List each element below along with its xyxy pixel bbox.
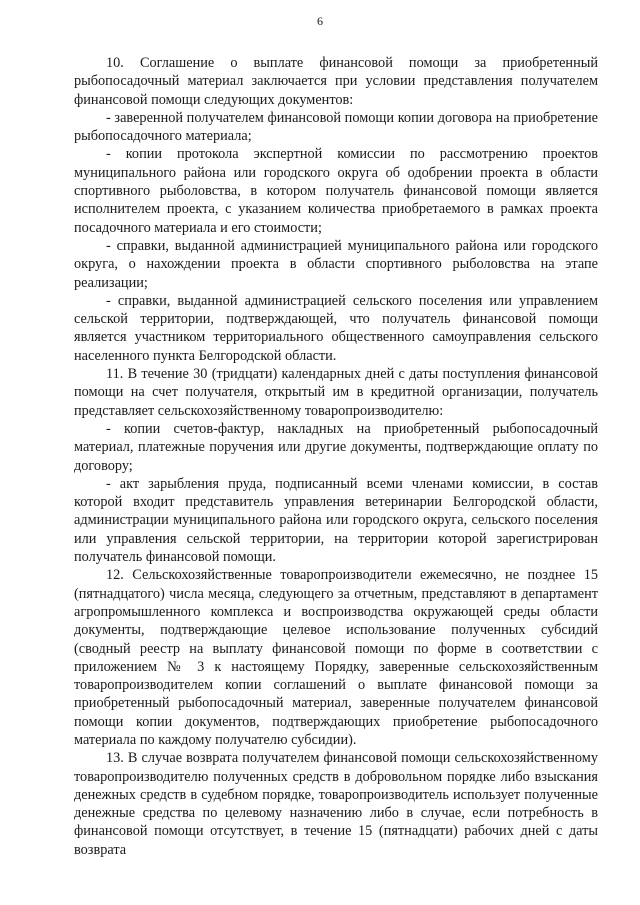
paragraph-10-item-settlement-certificate: - справки, выданной администрацией сельского поселения или управлением сельской территории, подтверждающей, что получатель финансовой помощи является участником территориального общественного самоуправления сельского населенного пункта Белгородской области. (74, 292, 598, 364)
document-body (74, 54, 598, 859)
paragraph-12: 12. Сельскохозяйственные товаропроизводители ежемесячно, не позднее 15 (пятнадцатого) числа месяца, следующего за отчетным, представляют в департамент агропромышленного комплекса и воспроизводства окружающей среды области документы, подтверждающие целевое использование полученных субсидий (сводный реестр на выплату финансовой помощи по форме в соответствии с приложением № 3 к настоящему Порядку, заверенные сельскохозяйственным товаропроизводителем копии соглашений о выплате финансовой помощи за приобретенный рыбопосадочный материал, заверенные получателем финансовой помощи копии документов, подтверждающих приобретение рыбопосадочного материала по каждому получателю субсидии). (74, 567, 598, 748)
page-number: 6 (317, 14, 323, 28)
paragraph-11-item-invoices: - копии счетов-фактур, накладных на приобретенный рыбопосадочный материал, платежные поручения или другие документы, подтверждающие оплату по договору; (74, 420, 598, 474)
paragraph-11-item-stocking-act: - акт зарыбления пруда, подписанный всеми членами комиссии, в состав которой входит представитель управления ветеринарии Белгородской области, администрации муниципального района или городского округа, сельского поселения или управления сельской территории, на территории которой зарегистрирован получатель финансовой помощи. (74, 475, 598, 566)
paragraph-10-item-protocol-copy: - копии протокола экспертной комиссии по рассмотрению проектов муниципального района или городского округа об одобрении проекта в области спортивного рыболовства, в котором получатель финансовой помощи является исполнителем проекта, с указанием количества приобретаемого в рамках проекта посадочного материала и его стоимости; (74, 146, 598, 236)
paragraph-13: 13. В случае возврата получателем финансовой помощи сельскохозяйственному товаропроизводителю полученных средств в добровольном порядке либо взыскания денежных средств в судебном порядке, товаропроизводитель использует полученные денежные средства по целевому назначению либо в случае, если потребность в финансовой помощи отсутствует, в течение 15 (пятнадцати) рабочих дней с даты возврата (74, 750, 598, 858)
paragraph-11: 11. В течение 30 (тридцати) календарных дней с даты поступления финансовой помощи на счет получателя, открытый им в кредитной организации, получатель представляет сельскохозяйственному товаропроизводителю: (74, 366, 598, 419)
paragraph-10-item-contract-copy: - заверенной получателем финансовой помощи копии договора на приобретение рыбопосадочного материала; (74, 109, 598, 145)
paragraph-10-item-district-certificate: - справки, выданной администрацией муниципального района или городского округа, о нахождении проекта в области спортивного рыболовства на этапе реализации; (74, 237, 598, 291)
paragraph-10: 10. Соглашение о выплате финансовой помощи за приобретенный рыбопосадочный материал заключается при условии представления получателем финансовой помощи следующих документов: (74, 55, 598, 108)
